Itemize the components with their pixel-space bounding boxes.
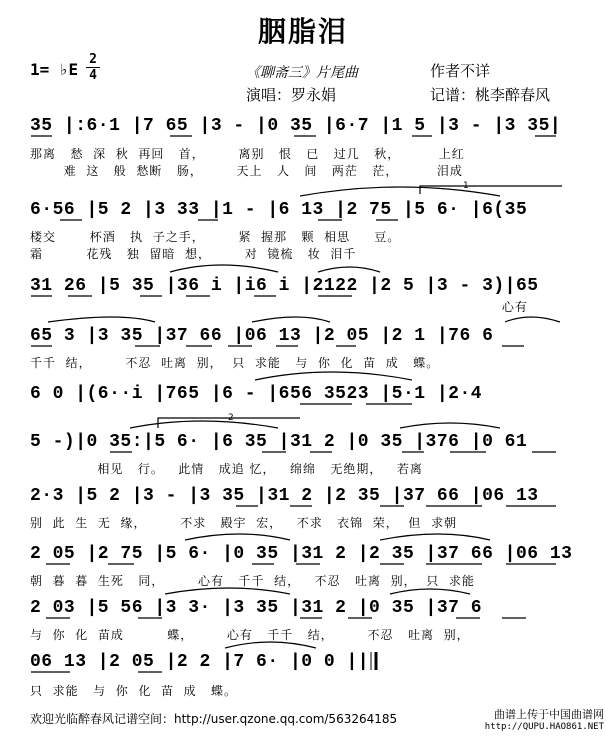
score-row-7-notes: 2·3 |5 2 |3 - |3 35 |31 2 |2 35 |37 66 |06 13 [30, 486, 539, 506]
watermark-line-1: 曲谱上传于中国曲谱网 [494, 708, 604, 721]
score-row-10-lyrics-1: 只 求能 与 你 化 苗 成 蝶。 [30, 684, 238, 698]
score-row-4-notes: 65 3 |3 35 |37 66 |06 13 |2 05 |2 1 |76 6 [30, 326, 494, 346]
footer-welcome: 欢迎光临醉春风记谱空间：http://user.qzone.qq.com/563264185 [30, 712, 398, 726]
volta-1-label: 1 [463, 181, 469, 191]
score-row-8-notes: 2 05 |2 75 |5 6· |0 35 |31 2 |2 35 |37 66 |06 13 [30, 544, 573, 564]
song-title: 胭脂泪 [257, 15, 348, 48]
composer-label: 作者不详 [430, 62, 491, 80]
transcriber-label: 记谱：桃李醉春风 [430, 86, 551, 104]
score-row-2-lyrics-2: 霜 花残 独 留暗 想， 对 镜梳 妆 泪千 [30, 247, 357, 261]
score-row-4-lyrics-1: 千千 结， 不忍 吐离 别， 只 求能 与 你 化 苗 成 蝶。 [30, 356, 440, 370]
score-row-5-notes: 6 0 |(6··i |765 |6 - |656 3523 |5·1 |2·4 [30, 384, 483, 404]
key-signature: 1= ♭E [30, 60, 79, 79]
score-row-6-lyrics-1: 相见 行。 此情 成追 忆， 绵绵 无绝期， 若离 [30, 462, 423, 476]
time-signature-top: 2 [89, 52, 97, 67]
score-row-10-notes: 06 13 |2 05 |2 2 |7 6· |0 0 || [30, 652, 370, 672]
singer-label: 演唱：罗永娟 [246, 86, 337, 104]
score-row-2-notes: 6·56 |5 2 |3 33 |1 - |6 13 |2 75 |5 6· |6(35 [30, 200, 528, 220]
score-row-3-lyrics-1: 心有 [30, 300, 528, 314]
score-row-9-notes: 2 03 |5 56 |3 3· |3 35 |31 2 |0 35 |37 6 [30, 598, 483, 618]
score-row-6-notes: 5 -)|0 35:|5 6· |6 35 |31 2 |0 35 |376 |0 61 [30, 432, 528, 452]
score-row-9-lyrics-1: 与 你 化 苗成 蝶， 心有 千千 结， 不忍 吐离 别， [30, 628, 470, 642]
score-row-7-lyrics-1: 别 此 生 无 缘， 不求 殿宇 宏， 不求 衣锦 荣， 但 求朝 [30, 516, 458, 530]
score-row-3-notes: 31 26 |5 35 |36 i |i6 i |2122 |2 5 |3 - 3)|65 [30, 276, 539, 296]
volta-2-label: 2 [228, 413, 234, 423]
score-row-1-lyrics-2: 难 这 般 愁断 肠， 天上 人 间 两茫 茫， 泪成 [30, 164, 463, 178]
score-row-2-lyrics-1: 楼交 杯酒 执 子之手， 紧 握那 颗 相思 豆。 [30, 230, 401, 244]
time-signature-bottom: 4 [89, 68, 97, 83]
source-label: 《聊斋三》片尾曲 [246, 65, 358, 81]
watermark-line-2: http://QUPU.HAO861.NET [484, 722, 604, 732]
score-row-8-lyrics-1: 朝 暮 暮 生死 同， 心有 千千 结， 不忍 吐离 别， 只 求能 [30, 574, 475, 588]
score-row-1-notes: 35 |:6·1 |7 65 |3 - |0 35 |6·7 |1 5 |3 - |3 35| [30, 116, 562, 136]
score-row-1-lyrics-1: 那离 愁 深 秋 再回 首， 离别 恨 已 过几 秋， 上红 [30, 147, 465, 161]
